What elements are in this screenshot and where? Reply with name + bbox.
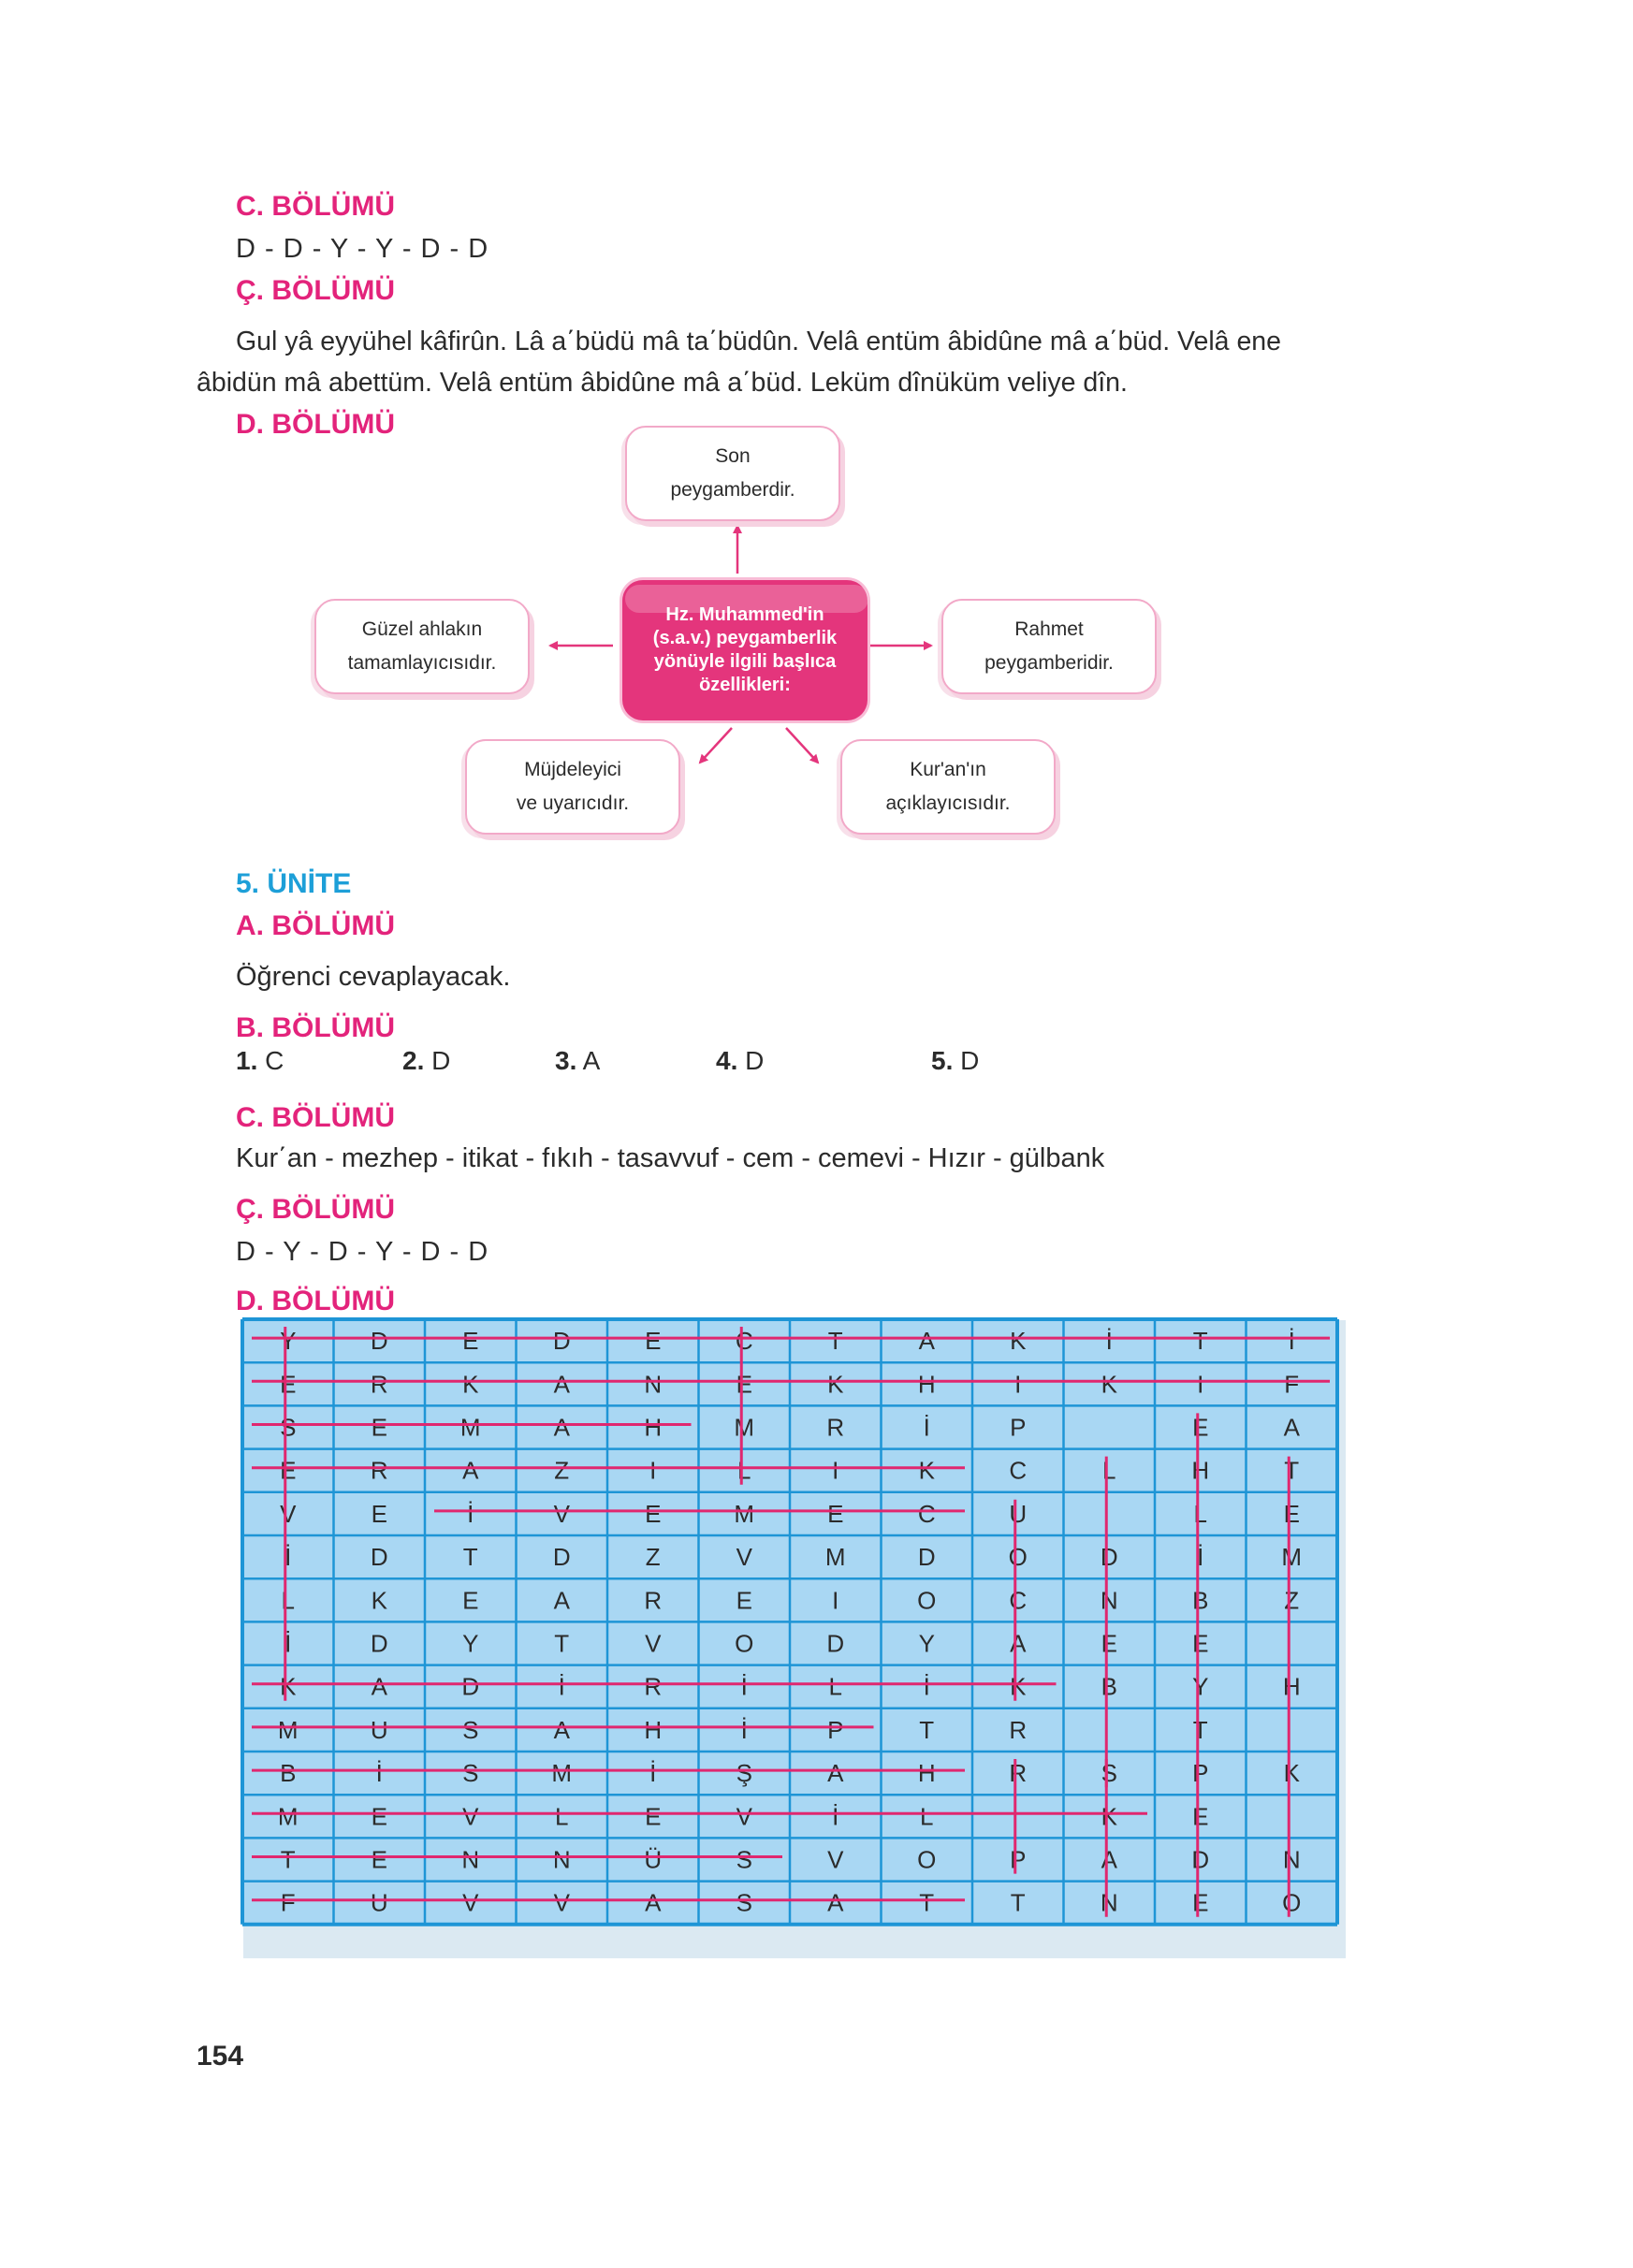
grid-cell: E [280, 1456, 297, 1485]
grid-cell: D [370, 1327, 388, 1356]
grid-cell: T [1010, 1888, 1026, 1917]
grid-cell: H [917, 1370, 936, 1399]
grid-cell: K [1010, 1327, 1027, 1356]
grid-cell: O [1282, 1888, 1302, 1917]
grid-cell: A [553, 1413, 570, 1442]
grid-cell: K [1101, 1802, 1117, 1831]
grid-cell: H [1191, 1456, 1210, 1485]
unit4-cc-line2: âbidün mâ abettüm. Velâ entüm âbidûne mâ a΄büd. Leküm dînüküm veliye dîn. [197, 368, 1128, 398]
center-box-gloss [625, 585, 868, 613]
grid-cell: N [552, 1845, 571, 1874]
unit5-cc-heading: Ç. BÖLÜMÜ [236, 1194, 395, 1225]
grid-cell: P [1192, 1759, 1209, 1788]
grid-cell: E [736, 1370, 752, 1399]
grid-cell: D [370, 1543, 388, 1572]
grid-cell: N [644, 1370, 663, 1399]
grid-cell: M [824, 1543, 846, 1572]
unit5-b-heading: B. BÖLÜMÜ [236, 1012, 395, 1043]
grid-cell: İ [375, 1759, 383, 1788]
grid-cell: E [371, 1845, 387, 1874]
grid-cell: Z [1284, 1586, 1300, 1615]
unit4-d-heading: D. BÖLÜMÜ [236, 409, 395, 440]
grid-cell: M [734, 1413, 755, 1442]
grid-cell: T [1284, 1456, 1300, 1485]
grid-cell: B [1192, 1586, 1209, 1615]
grid-cell: İ [832, 1802, 839, 1831]
grid-cell: E [1192, 1629, 1209, 1658]
grid-cell: L [1102, 1456, 1116, 1485]
grid-cell: İ [284, 1629, 292, 1658]
grid-cell: Ş [736, 1759, 752, 1788]
grid-cell: K [827, 1370, 844, 1399]
grid-cell: R [1009, 1759, 1028, 1788]
page-number: 154 [197, 2041, 244, 2072]
grid-cell: O [735, 1629, 754, 1658]
grid-cell: K [1101, 1370, 1117, 1399]
grid-cell: V [553, 1888, 570, 1917]
grid-cell: L [1193, 1499, 1207, 1528]
grid-cell: K [918, 1456, 935, 1485]
grid-cell: A [462, 1456, 479, 1485]
grid-cell: E [462, 1327, 479, 1356]
grid-cell: O [917, 1845, 937, 1874]
diagram-box-bottom-left: Müjdeleyici ve uyarıcıdır. [465, 739, 680, 835]
grid-cell: S [1101, 1759, 1117, 1788]
unit5-c-text: Kur΄an - mezhep - itikat - fıkıh - tasavvuf - cem - cemevi - Hızır - gülbank [236, 1143, 1105, 1173]
grid-cell: M [551, 1759, 573, 1788]
b-answer-4: 4. D [716, 1046, 765, 1075]
grid-cell: P [1010, 1845, 1027, 1874]
diagram-center-box [622, 580, 868, 720]
grid-cell: I [832, 1456, 839, 1485]
grid-cell: S [462, 1715, 479, 1744]
diagram-center-text: Hz. Muhammed'in (s.a.v.) peygamberlik yönüyle ilgili başlıca özellikleri: [652, 604, 838, 695]
grid-cell: V [462, 1888, 479, 1917]
grid-cell: L [737, 1456, 751, 1485]
grid-cell: L [920, 1802, 934, 1831]
grid-cell: R [644, 1586, 663, 1615]
grid-cell: C [917, 1499, 936, 1528]
grid-cell: R [370, 1456, 388, 1485]
grid-cell: F [1284, 1370, 1300, 1399]
puzzle-grid [239, 1316, 1350, 1961]
grid-cell: L [281, 1586, 295, 1615]
grid-cell: İ [1105, 1327, 1113, 1356]
grid-cell: D [917, 1543, 936, 1572]
diagram-box-top: Son peygamberdir. [625, 426, 840, 521]
unit5-c-heading: C. BÖLÜMÜ [236, 1102, 395, 1133]
grid-cell: İ [284, 1543, 292, 1572]
grid-cell: V [827, 1845, 844, 1874]
grid-cell: E [371, 1413, 387, 1442]
b-answer-3: 3. A [555, 1046, 601, 1075]
grid-cell: D [826, 1629, 845, 1658]
grid-cell: O [917, 1586, 937, 1615]
grid-cell: T [462, 1543, 478, 1572]
grid-cell: N [1100, 1888, 1118, 1917]
grid-cell: İ [923, 1413, 930, 1442]
grid-cell: E [280, 1370, 297, 1399]
grid-cell: M [734, 1499, 755, 1528]
grid-cell: B [280, 1759, 297, 1788]
grid-cell: T [1192, 1715, 1208, 1744]
grid-cell: V [462, 1802, 479, 1831]
grid-cell: A [371, 1672, 387, 1701]
arrow-to-bottom-right [786, 728, 818, 763]
grid-cell: K [462, 1370, 479, 1399]
grid-cell: K [1283, 1759, 1300, 1788]
grid-cell: V [736, 1802, 752, 1831]
grid-cell: İ [558, 1672, 565, 1701]
grid-cell: S [736, 1888, 752, 1917]
b-answer-1: 1. C [236, 1046, 284, 1075]
grid-cell: Z [554, 1456, 570, 1485]
grid-cell: I [1197, 1370, 1204, 1399]
diagram-box-bottom-right: Kur'an'ın açıklayıcısıdır. [840, 739, 1056, 835]
grid-cell: E [736, 1586, 752, 1615]
diagram-box-left: Güzel ahlakın tamamlayıcısıdır. [314, 599, 530, 694]
grid-cell: İ [649, 1759, 657, 1788]
grid-cell: E [645, 1327, 662, 1356]
grid-cell: P [827, 1715, 844, 1744]
grid-cell: A [553, 1715, 570, 1744]
grid-cell: D [552, 1543, 571, 1572]
grid-cell: S [462, 1759, 479, 1788]
grid-cell: V [736, 1543, 752, 1572]
grid-cell: T [827, 1327, 843, 1356]
grid-cell: A [1010, 1629, 1027, 1658]
grid-cell: U [370, 1715, 388, 1744]
b-answer-5: 5. D [931, 1046, 980, 1075]
grid-cell: M [459, 1413, 481, 1442]
grid-cell: İ [923, 1672, 930, 1701]
grid-cell: C [1009, 1586, 1028, 1615]
grid-cell: T [919, 1888, 935, 1917]
grid-cell: I [1014, 1370, 1022, 1399]
unit4-c-heading: C. BÖLÜMÜ [236, 191, 395, 222]
unit5-title: 5. ÜNİTE [236, 868, 352, 899]
grid-cell: Ü [644, 1845, 663, 1874]
grid-cell: V [280, 1499, 297, 1528]
grid-cell: E [1283, 1499, 1300, 1528]
grid-cell: N [1282, 1845, 1301, 1874]
grid-cell: V [645, 1629, 662, 1658]
grid-cell: O [1008, 1543, 1028, 1572]
grid-cell: İ [467, 1499, 474, 1528]
grid-cell: H [644, 1715, 663, 1744]
grid-cell: A [827, 1888, 844, 1917]
grid-cell: İ [740, 1672, 748, 1701]
grid-cell: D [552, 1327, 571, 1356]
grid-cell: I [832, 1586, 839, 1615]
grid-cell: A [918, 1327, 935, 1356]
unit5-d-heading: D. BÖLÜMÜ [236, 1286, 395, 1316]
grid-cell: A [1283, 1413, 1300, 1442]
grid-cell: A [1101, 1845, 1117, 1874]
grid-cell: K [280, 1672, 297, 1701]
grid-cell: U [370, 1888, 388, 1917]
grid-cell: R [826, 1413, 845, 1442]
grid-cell: E [645, 1499, 662, 1528]
grid-cell: M [277, 1802, 299, 1831]
grid-cell: U [1009, 1499, 1028, 1528]
grid-cell: L [828, 1672, 842, 1701]
unit5-a-heading: A. BÖLÜMÜ [236, 910, 395, 941]
grid-cell: E [1192, 1413, 1209, 1442]
grid-cell: A [645, 1888, 662, 1917]
grid-cell: B [1101, 1672, 1117, 1701]
grid-cell: E [1192, 1888, 1209, 1917]
grid-cell: E [462, 1586, 479, 1615]
grid-cell: M [277, 1715, 299, 1744]
grid-cell: H [644, 1413, 663, 1442]
grid-cell: C [735, 1327, 753, 1356]
grid-cell: R [644, 1672, 663, 1701]
grid-cell: S [280, 1413, 297, 1442]
grid-cell: T [1192, 1327, 1208, 1356]
grid-cell: E [1192, 1802, 1209, 1831]
grid-cell: L [555, 1802, 569, 1831]
grid-cell: E [371, 1499, 387, 1528]
grid-cell: F [280, 1888, 296, 1917]
unit5-cc-answers: D - Y - D - Y - D - D [236, 1237, 489, 1267]
diagram-box-right: Rahmet peygamberidir. [941, 599, 1157, 694]
grid-cell: Y [1192, 1672, 1209, 1701]
grid-cell: T [280, 1845, 296, 1874]
grid-cell: E [645, 1802, 662, 1831]
grid-cell: E [827, 1499, 844, 1528]
grid-cell: D [1191, 1845, 1210, 1874]
grid-cell: Y [462, 1629, 479, 1658]
unit4-cc-heading: Ç. BÖLÜMÜ [236, 275, 395, 306]
grid-cell: N [461, 1845, 480, 1874]
grid-cell: İ [1288, 1327, 1295, 1356]
grid-cell: İ [740, 1715, 748, 1744]
grid-cell: H [1282, 1672, 1301, 1701]
grid-cell: D [461, 1672, 480, 1701]
unit4-c-answers: D - D - Y - Y - D - D [236, 234, 489, 264]
grid-cell: M [1281, 1543, 1303, 1572]
grid-cell: A [827, 1759, 844, 1788]
grid-cell: Y [918, 1629, 935, 1658]
grid-cell: İ [1197, 1543, 1204, 1572]
grid-cell: Z [645, 1543, 661, 1572]
arrow-to-bottom-left [700, 728, 732, 763]
grid-cell: D [370, 1629, 388, 1658]
grid-cell: E [1101, 1629, 1117, 1658]
grid-cell: I [649, 1456, 657, 1485]
grid-cell: P [1010, 1413, 1027, 1442]
unit4-cc-line1: Gul yâ eyyühel kâfirûn. Lâ a΄büdü mâ ta΄büdûn. Velâ entüm âbidûne mâ a΄büd. Velâ ene [236, 327, 1281, 356]
grid-cell: R [1009, 1715, 1028, 1744]
grid-cell: K [1010, 1672, 1027, 1701]
grid-cell: A [553, 1586, 570, 1615]
unit5-a-text: Öğrenci cevaplayacak. [236, 962, 511, 992]
grid-cell: E [371, 1802, 387, 1831]
grid-cell: K [371, 1586, 387, 1615]
grid-cell: N [1100, 1586, 1118, 1615]
grid-cell: S [736, 1845, 752, 1874]
b-answer-2: 2. D [402, 1046, 451, 1075]
grid-cell: H [917, 1759, 936, 1788]
grid-cell: Y [280, 1327, 297, 1356]
grid-cell: C [1009, 1456, 1028, 1485]
grid-cell: T [554, 1629, 570, 1658]
grid-cell: V [553, 1499, 570, 1528]
grid-cell: A [553, 1370, 570, 1399]
grid-cell: R [370, 1370, 388, 1399]
word-search-puzzle [239, 1316, 1350, 1961]
grid-cell: D [1100, 1543, 1118, 1572]
grid-cell: T [919, 1715, 935, 1744]
